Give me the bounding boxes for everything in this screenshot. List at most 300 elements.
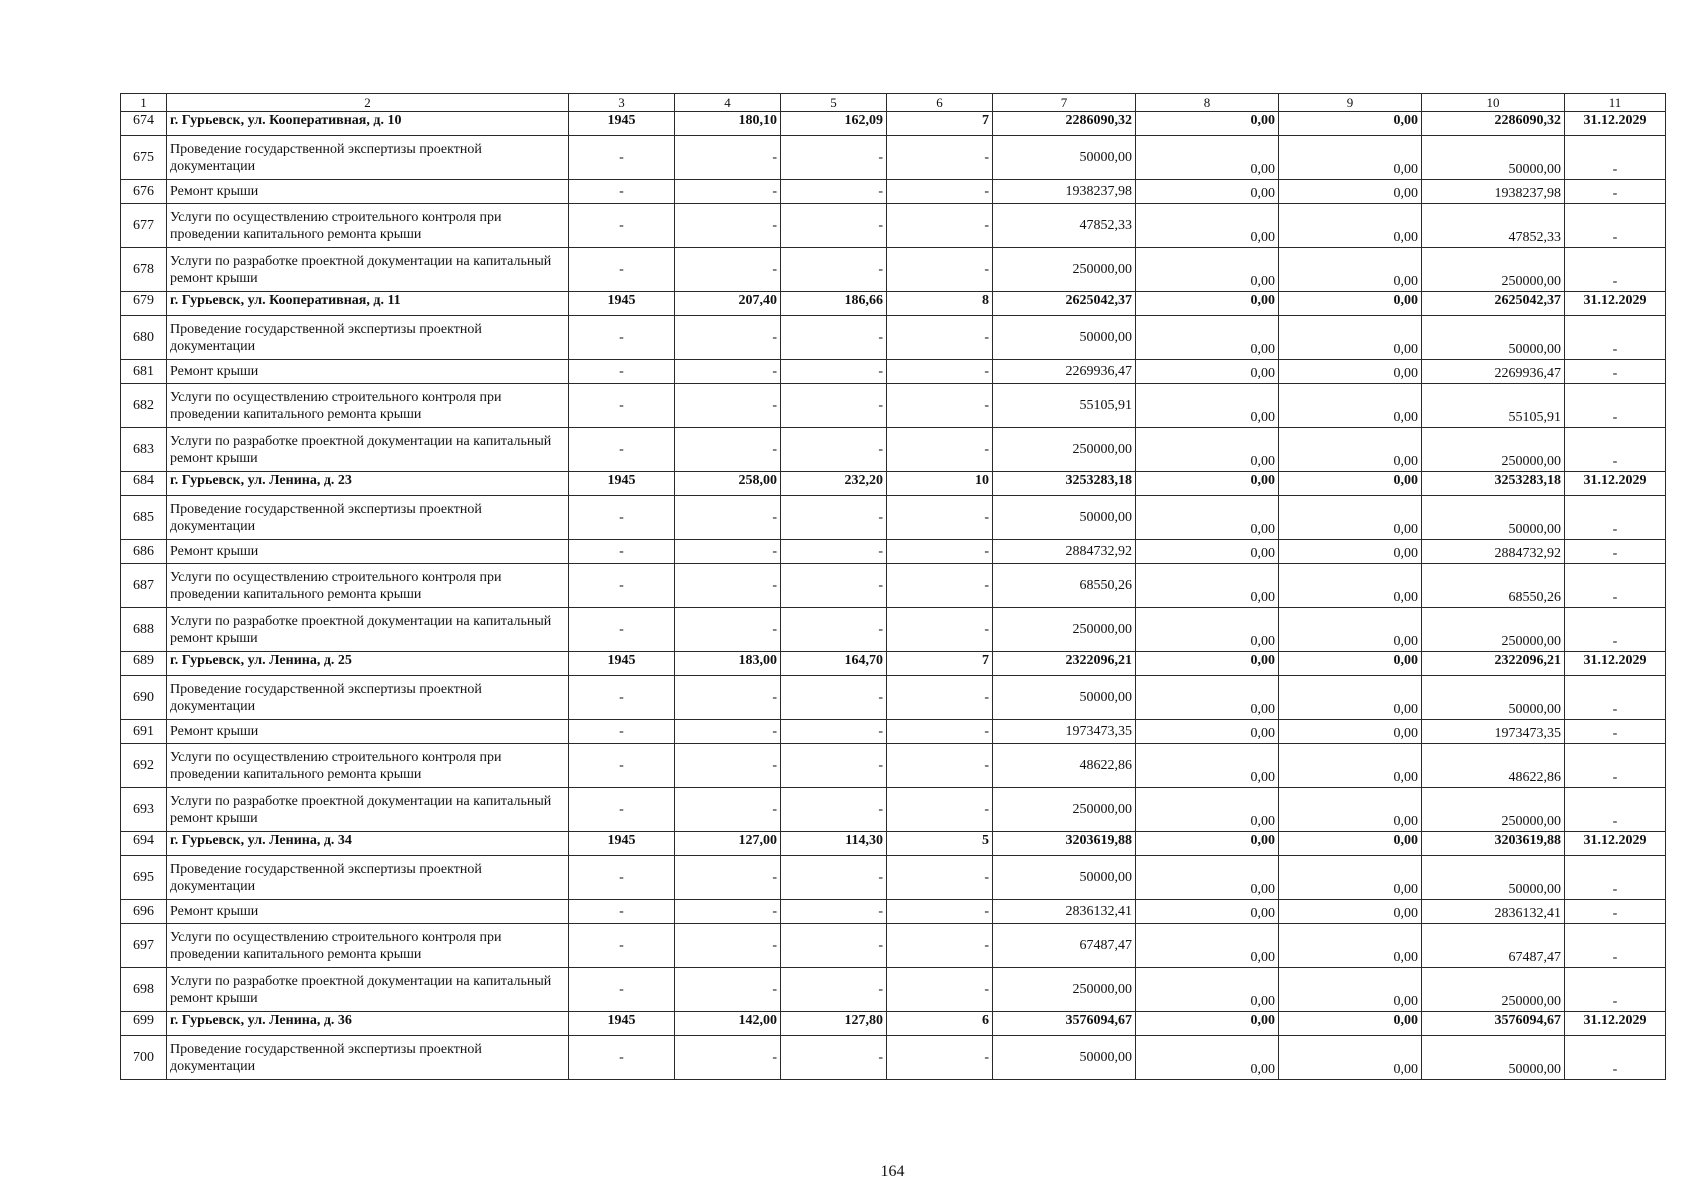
deadline-cell: 31.12.2029 [1565, 292, 1666, 316]
area-total-cell: 180,10 [675, 112, 781, 136]
row-number-cell: 679 [121, 292, 167, 316]
funds-owner-cell: 47852,33 [1422, 204, 1565, 248]
area-total-cell: - [675, 744, 781, 788]
year-cell: - [569, 360, 675, 384]
work-item-row [121, 608, 1666, 652]
funds-b-cell: 0,00 [1279, 496, 1422, 540]
deadline-cell: - [1565, 788, 1666, 832]
deadline-cell: - [1565, 744, 1666, 788]
count-cell: - [887, 136, 993, 180]
funds-a-cell: 0,00 [1136, 540, 1279, 564]
item-name-cell: Ремонт крыши [167, 180, 569, 204]
address-row [121, 292, 1666, 316]
funds-owner-cell: 3203619,88 [1422, 832, 1565, 856]
funds-b-cell: 0,00 [1279, 180, 1422, 204]
deadline-cell: - [1565, 428, 1666, 472]
funds-a-cell: 0,00 [1136, 832, 1279, 856]
column-header: 1 [121, 94, 167, 112]
cost-total-cell: 2286090,32 [993, 112, 1136, 136]
area-total-cell: - [675, 204, 781, 248]
count-cell: - [887, 968, 993, 1012]
area-total-cell: - [675, 136, 781, 180]
funds-b-cell: 0,00 [1279, 856, 1422, 900]
funds-owner-cell: 250000,00 [1422, 788, 1565, 832]
cost-total-cell: 1973473,35 [993, 720, 1136, 744]
work-item-row [121, 496, 1666, 540]
column-header: 8 [1136, 94, 1279, 112]
address-row [121, 832, 1666, 856]
year-cell: - [569, 564, 675, 608]
column-header: 2 [167, 94, 569, 112]
count-cell: - [887, 428, 993, 472]
area-living-cell: - [781, 856, 887, 900]
funds-b-cell: 0,00 [1279, 900, 1422, 924]
funds-b-cell: 0,00 [1279, 924, 1422, 968]
area-living-cell: - [781, 720, 887, 744]
area-total-cell: - [675, 496, 781, 540]
area-living-cell: - [781, 360, 887, 384]
funds-b-cell: 0,00 [1279, 720, 1422, 744]
funds-b-cell: 0,00 [1279, 676, 1422, 720]
work-item-row [121, 676, 1666, 720]
funds-b-cell: 0,00 [1279, 832, 1422, 856]
item-name-cell: Услуги по осуществлению строительного контроля при проведении капитального ремонта крыши [167, 384, 569, 428]
count-cell: - [887, 496, 993, 540]
funds-a-cell: 0,00 [1136, 968, 1279, 1012]
deadline-cell: - [1565, 540, 1666, 564]
deadline-cell: - [1565, 360, 1666, 384]
area-living-cell: - [781, 204, 887, 248]
funds-a-cell: 0,00 [1136, 1036, 1279, 1080]
area-living-cell: - [781, 540, 887, 564]
cost-total-cell: 47852,33 [993, 204, 1136, 248]
row-number-cell: 693 [121, 788, 167, 832]
area-living-cell: - [781, 676, 887, 720]
area-living-cell: - [781, 608, 887, 652]
funds-b-cell: 0,00 [1279, 540, 1422, 564]
funds-owner-cell: 50000,00 [1422, 316, 1565, 360]
row-number-cell: 678 [121, 248, 167, 292]
item-name-cell: Проведение государственной экспертизы проектной документации [167, 136, 569, 180]
column-header: 11 [1565, 94, 1666, 112]
funds-a-cell: 0,00 [1136, 292, 1279, 316]
item-name-cell: Услуги по осуществлению строительного контроля при проведении капитального ремонта крыши [167, 204, 569, 248]
deadline-cell: - [1565, 316, 1666, 360]
funds-a-cell: 0,00 [1136, 316, 1279, 360]
area-total-cell: - [675, 248, 781, 292]
deadline-cell: 31.12.2029 [1565, 652, 1666, 676]
row-number-cell: 680 [121, 316, 167, 360]
area-total-cell: 207,40 [675, 292, 781, 316]
year-cell: - [569, 1036, 675, 1080]
row-number-cell: 682 [121, 384, 167, 428]
funds-b-cell: 0,00 [1279, 744, 1422, 788]
area-total-cell: 142,00 [675, 1012, 781, 1036]
row-number-cell: 681 [121, 360, 167, 384]
cost-total-cell: 2836132,41 [993, 900, 1136, 924]
count-cell: - [887, 248, 993, 292]
cost-total-cell: 250000,00 [993, 248, 1136, 292]
row-number-cell: 694 [121, 832, 167, 856]
area-living-cell: 114,30 [781, 832, 887, 856]
area-living-cell: 186,66 [781, 292, 887, 316]
deadline-cell: 31.12.2029 [1565, 1012, 1666, 1036]
work-item-row [121, 924, 1666, 968]
cost-total-cell: 250000,00 [993, 608, 1136, 652]
address-row [121, 1012, 1666, 1036]
cost-total-cell: 67487,47 [993, 924, 1136, 968]
count-cell: - [887, 316, 993, 360]
year-cell: - [569, 968, 675, 1012]
deadline-cell: - [1565, 856, 1666, 900]
funds-owner-cell: 250000,00 [1422, 428, 1565, 472]
funds-owner-cell: 50000,00 [1422, 496, 1565, 540]
cost-total-cell: 50000,00 [993, 496, 1136, 540]
area-total-cell: - [675, 540, 781, 564]
count-cell: - [887, 788, 993, 832]
count-cell: - [887, 720, 993, 744]
work-item-row [121, 360, 1666, 384]
deadline-cell: - [1565, 564, 1666, 608]
work-item-row [121, 180, 1666, 204]
year-cell: - [569, 788, 675, 832]
funds-b-cell: 0,00 [1279, 316, 1422, 360]
funds-a-cell: 0,00 [1136, 652, 1279, 676]
item-name-cell: Ремонт крыши [167, 900, 569, 924]
funds-a-cell: 0,00 [1136, 384, 1279, 428]
cost-total-cell: 68550,26 [993, 564, 1136, 608]
funds-b-cell: 0,00 [1279, 136, 1422, 180]
funds-a-cell: 0,00 [1136, 204, 1279, 248]
area-total-cell: - [675, 1036, 781, 1080]
address-row [121, 112, 1666, 136]
year-cell: 1945 [569, 652, 675, 676]
column-header: 4 [675, 94, 781, 112]
funds-b-cell: 0,00 [1279, 564, 1422, 608]
funds-owner-cell: 1973473,35 [1422, 720, 1565, 744]
item-name-cell: г. Гурьевск, ул. Ленина, д. 34 [167, 832, 569, 856]
funds-b-cell: 0,00 [1279, 248, 1422, 292]
funds-owner-cell: 50000,00 [1422, 676, 1565, 720]
work-item-row [121, 856, 1666, 900]
column-number-row [121, 94, 1666, 112]
row-number-cell: 689 [121, 652, 167, 676]
row-number-cell: 686 [121, 540, 167, 564]
year-cell: - [569, 608, 675, 652]
item-name-cell: Услуги по разработке проектной документации на капитальный ремонт крыши [167, 608, 569, 652]
year-cell: 1945 [569, 1012, 675, 1036]
year-cell: 1945 [569, 472, 675, 496]
page-number: 164 [880, 1163, 905, 1180]
work-item-row [121, 248, 1666, 292]
area-living-cell: - [781, 1036, 887, 1080]
work-item-row [121, 428, 1666, 472]
deadline-cell: - [1565, 384, 1666, 428]
cost-total-cell: 50000,00 [993, 1036, 1136, 1080]
funds-owner-cell: 68550,26 [1422, 564, 1565, 608]
year-cell: - [569, 384, 675, 428]
cost-total-cell: 2625042,37 [993, 292, 1136, 316]
funds-b-cell: 0,00 [1279, 428, 1422, 472]
count-cell: - [887, 384, 993, 428]
cost-total-cell: 250000,00 [993, 428, 1136, 472]
item-name-cell: г. Гурьевск, ул. Ленина, д. 25 [167, 652, 569, 676]
item-name-cell: г. Гурьевск, ул. Кооперативная, д. 10 [167, 112, 569, 136]
deadline-cell: - [1565, 248, 1666, 292]
work-item-row [121, 720, 1666, 744]
count-cell: - [887, 1036, 993, 1080]
cost-total-cell: 50000,00 [993, 856, 1136, 900]
row-number-cell: 675 [121, 136, 167, 180]
funds-owner-cell: 2286090,32 [1422, 112, 1565, 136]
cost-total-cell: 48622,86 [993, 744, 1136, 788]
table-body [121, 94, 1666, 1080]
row-number-cell: 676 [121, 180, 167, 204]
funds-owner-cell: 2322096,21 [1422, 652, 1565, 676]
item-name-cell: Ремонт крыши [167, 720, 569, 744]
funds-b-cell: 0,00 [1279, 360, 1422, 384]
year-cell: - [569, 900, 675, 924]
column-header: 3 [569, 94, 675, 112]
area-living-cell: 164,70 [781, 652, 887, 676]
row-number-cell: 696 [121, 900, 167, 924]
year-cell: - [569, 136, 675, 180]
cost-total-cell: 50000,00 [993, 316, 1136, 360]
funds-a-cell: 0,00 [1136, 924, 1279, 968]
year-cell: - [569, 676, 675, 720]
deadline-cell: 31.12.2029 [1565, 832, 1666, 856]
funds-a-cell: 0,00 [1136, 136, 1279, 180]
area-total-cell: 258,00 [675, 472, 781, 496]
area-total-cell: - [675, 924, 781, 968]
item-name-cell: Услуги по разработке проектной документации на капитальный ремонт крыши [167, 788, 569, 832]
funds-b-cell: 0,00 [1279, 1036, 1422, 1080]
area-living-cell: 232,20 [781, 472, 887, 496]
count-cell: - [887, 564, 993, 608]
funds-a-cell: 0,00 [1136, 180, 1279, 204]
cost-total-cell: 50000,00 [993, 676, 1136, 720]
address-row [121, 472, 1666, 496]
deadline-cell: - [1565, 180, 1666, 204]
item-name-cell: г. Гурьевск, ул. Кооперативная, д. 11 [167, 292, 569, 316]
funds-b-cell: 0,00 [1279, 384, 1422, 428]
year-cell: - [569, 316, 675, 360]
address-row [121, 652, 1666, 676]
row-number-cell: 691 [121, 720, 167, 744]
funds-a-cell: 0,00 [1136, 608, 1279, 652]
area-living-cell: 162,09 [781, 112, 887, 136]
funds-a-cell: 0,00 [1136, 900, 1279, 924]
cost-total-cell: 55105,91 [993, 384, 1136, 428]
area-total-cell: - [675, 608, 781, 652]
work-item-row [121, 900, 1666, 924]
count-cell: 6 [887, 1012, 993, 1036]
deadline-cell: - [1565, 136, 1666, 180]
area-living-cell: - [781, 968, 887, 1012]
year-cell: - [569, 924, 675, 968]
row-number-cell: 688 [121, 608, 167, 652]
year-cell: - [569, 540, 675, 564]
row-number-cell: 697 [121, 924, 167, 968]
count-cell: 10 [887, 472, 993, 496]
year-cell: - [569, 720, 675, 744]
funds-owner-cell: 67487,47 [1422, 924, 1565, 968]
cost-total-cell: 2269936,47 [993, 360, 1136, 384]
funds-owner-cell: 2884732,92 [1422, 540, 1565, 564]
column-header: 5 [781, 94, 887, 112]
count-cell: - [887, 744, 993, 788]
funds-owner-cell: 50000,00 [1422, 1036, 1565, 1080]
area-total-cell: - [675, 180, 781, 204]
item-name-cell: Услуги по осуществлению строительного контроля при проведении капитального ремонта крыши [167, 924, 569, 968]
row-number-cell: 685 [121, 496, 167, 540]
item-name-cell: Услуги по осуществлению строительного контроля при проведении капитального ремонта крыши [167, 744, 569, 788]
column-header: 9 [1279, 94, 1422, 112]
area-total-cell: - [675, 900, 781, 924]
row-number-cell: 677 [121, 204, 167, 248]
year-cell: - [569, 204, 675, 248]
deadline-cell: - [1565, 1036, 1666, 1080]
work-item-row [121, 968, 1666, 1012]
funds-owner-cell: 2269936,47 [1422, 360, 1565, 384]
area-total-cell: - [675, 856, 781, 900]
funds-b-cell: 0,00 [1279, 608, 1422, 652]
funds-a-cell: 0,00 [1136, 112, 1279, 136]
year-cell: - [569, 428, 675, 472]
area-living-cell: - [781, 136, 887, 180]
count-cell: - [887, 540, 993, 564]
funds-b-cell: 0,00 [1279, 204, 1422, 248]
year-cell: - [569, 744, 675, 788]
funds-owner-cell: 250000,00 [1422, 248, 1565, 292]
cost-total-cell: 3576094,67 [993, 1012, 1136, 1036]
funds-a-cell: 0,00 [1136, 1012, 1279, 1036]
area-living-cell: 127,80 [781, 1012, 887, 1036]
deadline-cell: 31.12.2029 [1565, 112, 1666, 136]
funds-owner-cell: 48622,86 [1422, 744, 1565, 788]
funds-owner-cell: 50000,00 [1422, 136, 1565, 180]
count-cell: - [887, 924, 993, 968]
funds-a-cell: 0,00 [1136, 360, 1279, 384]
cost-total-cell: 50000,00 [993, 136, 1136, 180]
area-total-cell: 183,00 [675, 652, 781, 676]
funds-owner-cell: 250000,00 [1422, 968, 1565, 1012]
count-cell: - [887, 608, 993, 652]
item-name-cell: Проведение государственной экспертизы проектной документации [167, 1036, 569, 1080]
cost-total-cell: 1938237,98 [993, 180, 1136, 204]
count-cell: 8 [887, 292, 993, 316]
column-header: 10 [1422, 94, 1565, 112]
row-number-cell: 695 [121, 856, 167, 900]
funds-owner-cell: 3253283,18 [1422, 472, 1565, 496]
year-cell: - [569, 180, 675, 204]
area-living-cell: - [781, 788, 887, 832]
capital-repair-table [120, 93, 1666, 1080]
deadline-cell: - [1565, 204, 1666, 248]
count-cell: - [887, 900, 993, 924]
area-total-cell: - [675, 360, 781, 384]
item-name-cell: г. Гурьевск, ул. Ленина, д. 23 [167, 472, 569, 496]
item-name-cell: г. Гурьевск, ул. Ленина, д. 36 [167, 1012, 569, 1036]
cost-total-cell: 2884732,92 [993, 540, 1136, 564]
funds-a-cell: 0,00 [1136, 496, 1279, 540]
area-total-cell: - [675, 720, 781, 744]
item-name-cell: Ремонт крыши [167, 540, 569, 564]
cost-total-cell: 3203619,88 [993, 832, 1136, 856]
row-number-cell: 698 [121, 968, 167, 1012]
funds-a-cell: 0,00 [1136, 788, 1279, 832]
work-item-row [121, 788, 1666, 832]
count-cell: 7 [887, 652, 993, 676]
deadline-cell: - [1565, 924, 1666, 968]
item-name-cell: Услуги по разработке проектной документации на капитальный ремонт крыши [167, 248, 569, 292]
deadline-cell: - [1565, 496, 1666, 540]
item-name-cell: Проведение государственной экспертизы проектной документации [167, 496, 569, 540]
funds-a-cell: 0,00 [1136, 744, 1279, 788]
funds-a-cell: 0,00 [1136, 720, 1279, 744]
funds-b-cell: 0,00 [1279, 652, 1422, 676]
item-name-cell: Проведение государственной экспертизы проектной документации [167, 676, 569, 720]
deadline-cell: 31.12.2029 [1565, 472, 1666, 496]
area-living-cell: - [781, 900, 887, 924]
cost-total-cell: 250000,00 [993, 968, 1136, 1012]
deadline-cell: - [1565, 676, 1666, 720]
funds-owner-cell: 3576094,67 [1422, 1012, 1565, 1036]
item-name-cell: Ремонт крыши [167, 360, 569, 384]
area-total-cell: - [675, 676, 781, 720]
funds-owner-cell: 250000,00 [1422, 608, 1565, 652]
year-cell: - [569, 496, 675, 540]
work-item-row [121, 744, 1666, 788]
area-living-cell: - [781, 564, 887, 608]
column-header: 7 [993, 94, 1136, 112]
area-living-cell: - [781, 316, 887, 360]
count-cell: - [887, 204, 993, 248]
funds-a-cell: 0,00 [1136, 428, 1279, 472]
funds-b-cell: 0,00 [1279, 112, 1422, 136]
deadline-cell: - [1565, 608, 1666, 652]
row-number-cell: 674 [121, 112, 167, 136]
funds-a-cell: 0,00 [1136, 856, 1279, 900]
deadline-cell: - [1565, 900, 1666, 924]
deadline-cell: - [1565, 720, 1666, 744]
work-item-row [121, 540, 1666, 564]
area-living-cell: - [781, 744, 887, 788]
item-name-cell: Услуги по разработке проектной документации на капитальный ремонт крыши [167, 428, 569, 472]
funds-b-cell: 0,00 [1279, 472, 1422, 496]
work-item-row [121, 564, 1666, 608]
year-cell: - [569, 856, 675, 900]
funds-a-cell: 0,00 [1136, 676, 1279, 720]
item-name-cell: Услуги по разработке проектной документации на капитальный ремонт крыши [167, 968, 569, 1012]
area-total-cell: - [675, 384, 781, 428]
funds-a-cell: 0,00 [1136, 248, 1279, 292]
funds-b-cell: 0,00 [1279, 292, 1422, 316]
count-cell: - [887, 360, 993, 384]
area-living-cell: - [781, 924, 887, 968]
year-cell: 1945 [569, 112, 675, 136]
row-number-cell: 692 [121, 744, 167, 788]
area-total-cell: - [675, 316, 781, 360]
item-name-cell: Услуги по осуществлению строительного контроля при проведении капитального ремонта крыши [167, 564, 569, 608]
funds-a-cell: 0,00 [1136, 472, 1279, 496]
count-cell: - [887, 180, 993, 204]
row-number-cell: 690 [121, 676, 167, 720]
year-cell: 1945 [569, 832, 675, 856]
work-item-row [121, 204, 1666, 248]
row-number-cell: 683 [121, 428, 167, 472]
funds-a-cell: 0,00 [1136, 564, 1279, 608]
